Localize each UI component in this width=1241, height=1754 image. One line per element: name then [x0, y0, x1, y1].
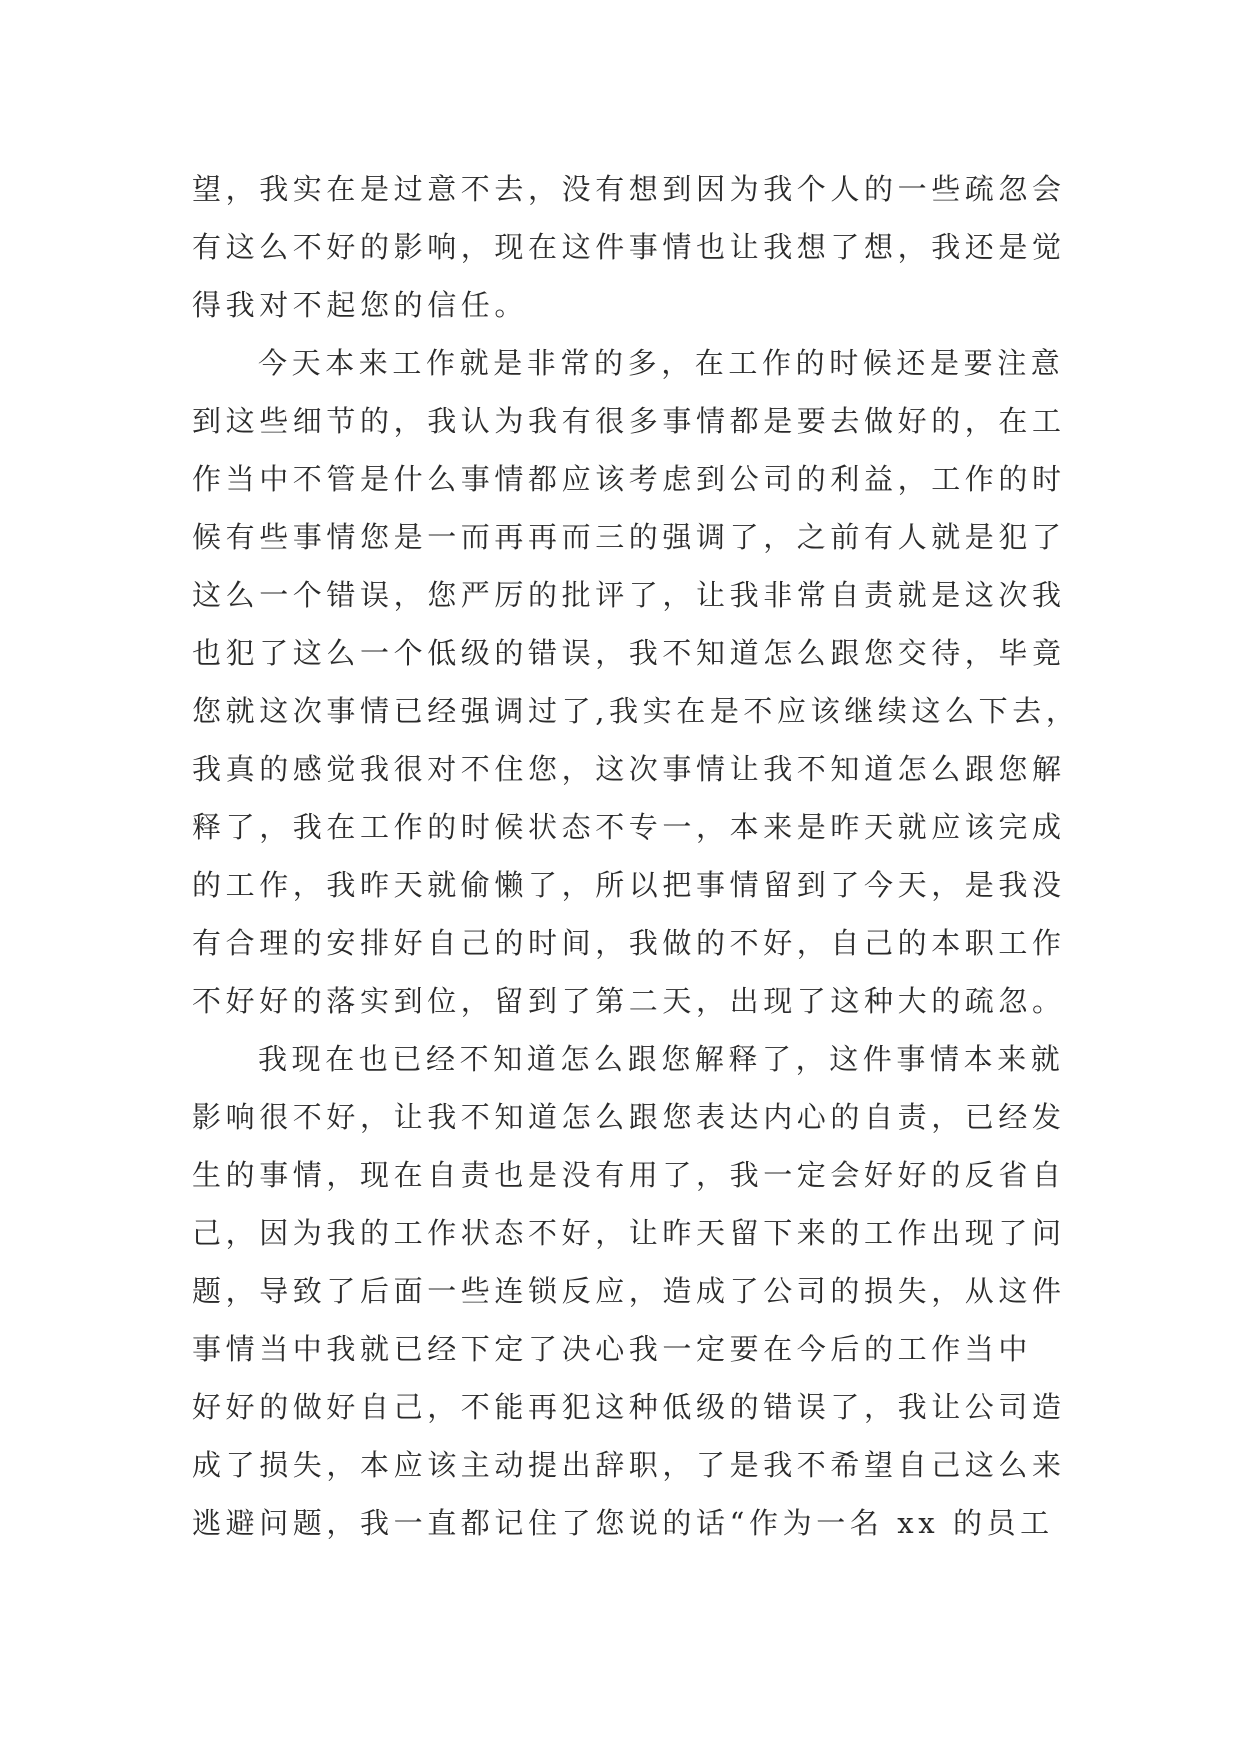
document-body: [192, 160, 1080, 1552]
text-line: 这么一个错误，您严厉的批评了，让我非常自责就是这次我: [192, 578, 1066, 612]
text-line: 释了，我在工作的时候状态不专一，本来是昨天就应该完成: [192, 810, 1066, 844]
text-line: 事情当中我就已经下定了决心我一定要在今后的工作当中: [192, 1332, 1033, 1366]
text-line: 的工作，我昨天就偷懒了，所以把事情留到了今天，是我没: [192, 868, 1066, 902]
text-line: 有这么不好的影响，现在这件事情也让我想了想，我还是觉: [192, 230, 1066, 264]
text-line: 好好的做好自己，不能再犯这种低级的错误了，我让公司造: [192, 1390, 1066, 1424]
text-line: 望，我实在是过意不去，没有想到因为我个人的一些疏忽会: [192, 172, 1066, 206]
text-line: 有合理的安排好自己的时间，我做的不好，自己的本职工作: [192, 926, 1066, 960]
text-line: 候有些事情您是一而再再而三的强调了，之前有人就是犯了: [192, 520, 1066, 554]
text-line: 您就这次事情已经强调过了,我实在是不应该继续这么下去，: [192, 694, 1080, 728]
text-line: 不好好的落实到位，留到了第二天，出现了这种大的疏忽。: [192, 984, 1066, 1018]
text-line: 我真的感觉我很对不住您，这次事情让我不知道怎么跟您解: [192, 752, 1066, 786]
text-line: 到这些细节的，我认为我有很多事情都是要去做好的，在工: [192, 404, 1066, 438]
text-line: 己，因为我的工作状态不好，让昨天留下来的工作出现了问: [192, 1216, 1066, 1250]
text-line: 也犯了这么一个低级的错误，我不知道怎么跟您交待，毕竟: [192, 636, 1066, 670]
text-line: 生的事情，现在自责也是没有用了，我一定会好好的反省自: [192, 1158, 1066, 1192]
text-line: 影响很不好，让我不知道怎么跟您表达内心的自责，已经发: [192, 1100, 1066, 1134]
text-line: 得我对不起您的信任。: [192, 288, 529, 322]
text-line: 题，导致了后面一些连锁反应，造成了公司的损失，从这件: [192, 1274, 1066, 1308]
text-line: 成了损失，本应该主动提出辞职，了是我不希望自己这么来: [192, 1448, 1066, 1482]
text-line: 逃避问题，我一直都记住了您说的话“作为一名 xx 的员工: [192, 1506, 1054, 1540]
paragraph-start-line: 我现在也已经不知道怎么跟您解释了，这件事情本来就: [258, 1042, 1065, 1076]
text-line: 作当中不管是什么事情都应该考虑到公司的利益，工作的时: [192, 462, 1066, 496]
paragraph-start-line: 今天本来工作就是非常的多，在工作的时候还是要注意: [258, 346, 1065, 380]
